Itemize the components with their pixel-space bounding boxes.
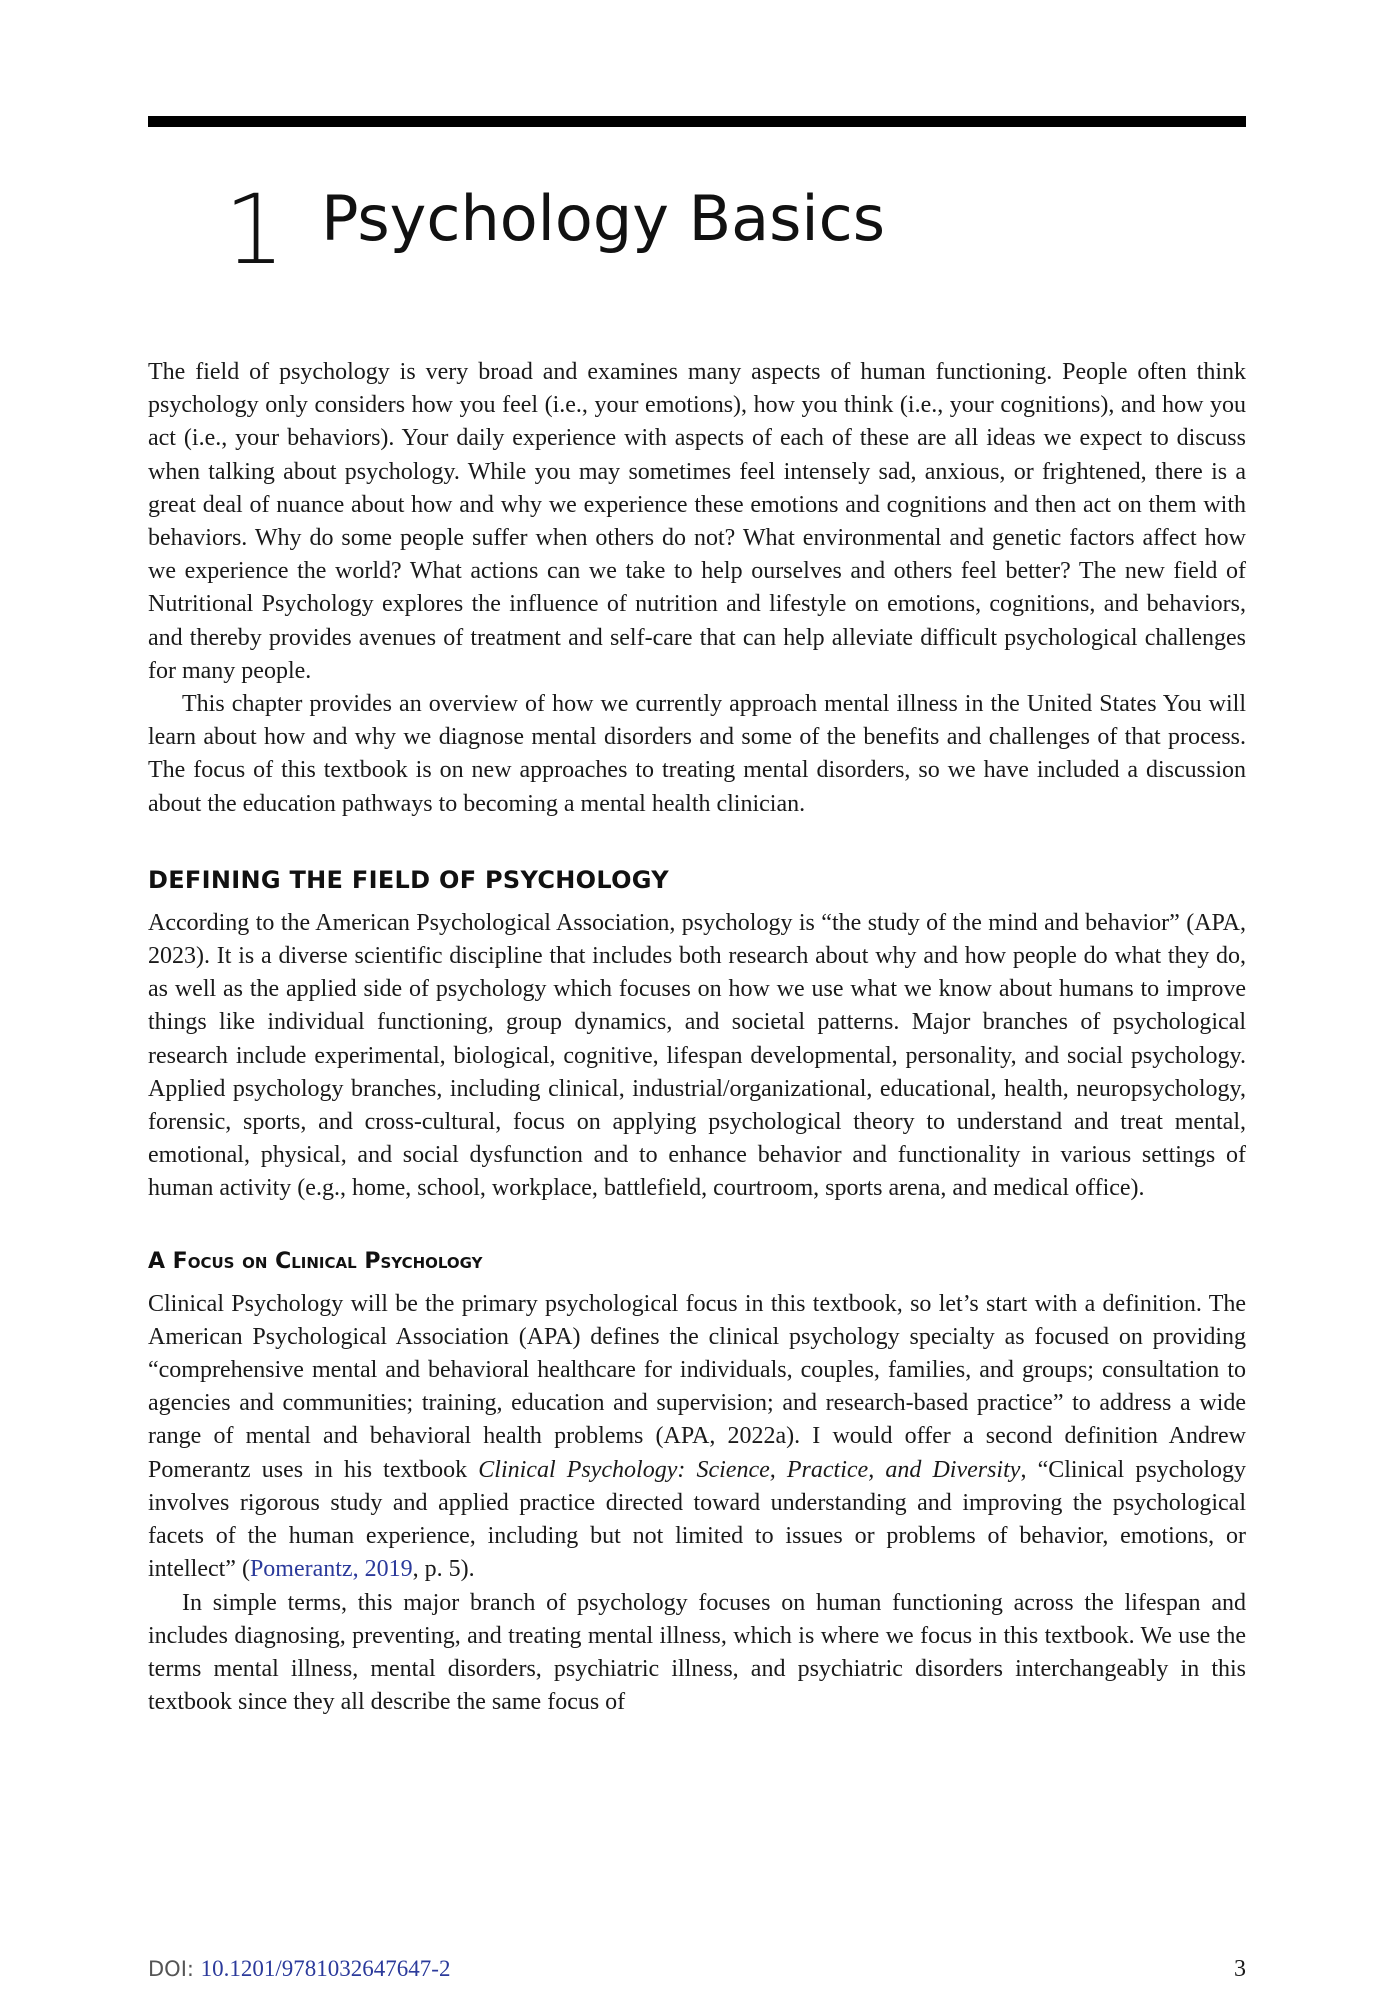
section2-paragraph-2: In simple terms, this major branch of psychology focuses on human functioning across the lifespan and includes diagnosing, preventing, and treating mental illness, which is where we focus in this textbook. We use the terms mental illness, mental disorders, psychiatric illness, and psychiatric disorders interchangeably in this textbook since they all describe the same focus of [148, 1589, 1246, 1716]
section-heading-defining-psychology: DEFINING THE FIELD OF PSYCHOLOGY [148, 865, 669, 894]
doi-link[interactable]: 10.1201/9781032647647-2 [200, 1956, 451, 1981]
section2-p1-text-c: , p. 5). [412, 1556, 475, 1583]
book-title: Clinical Psychology: Science, Practice, and Diversity [478, 1456, 1021, 1483]
citation-link-pomerantz[interactable]: Pomerantz, 2019 [249, 1556, 413, 1583]
intro-paragraph-1: The field of psychology is very broad and examines many aspects of human functioning. People often think psychology only considers how you feel (i.e., your emotions), how you think (i.e., your cognitions), and how you act (i.e., your behaviors). Your daily experience with aspects of each of these are all ideas we expect to discuss when talking about psychology. While you may sometimes feel intensely sad, anxious, or frightened, there is a great deal of nuance about how and why we experience these emotions and cognitions and then act on them with behaviors. Why do some people suffer when others do not? What environmental and genetic factors affect how we experience the world? What actions can we take to help ourselves and others feel better? The new field of Nutritional Psychology explores the influence of nutrition and lifestyle on emotions, cognitions, and behaviors, and thereby provides avenues of treatment and self-care that can help alleviate difficult psychological challenges for many people. [148, 359, 1246, 684]
intro-paragraph-2: This chapter provides an overview of how we currently approach mental illness in the United States You will learn about how and why we diagnose mental disorders and some of the benefits and challenges of that process. The focus of this textbook is on new approaches to treating mental disorders, so we have included a discussion about the education pathways to becoming a mental health clinician. [148, 691, 1246, 817]
chapter-heading [224, 168, 886, 286]
doi-label: DOI: [148, 1957, 201, 1981]
chapter-number: 1 [224, 174, 284, 286]
page-footer [148, 1956, 1246, 1982]
page-number: 3 [1234, 1956, 1246, 1982]
section1-paragraph-1: According to the American Psychological Association, psychology is “the study of the mind and behavior” (APA, 2023). It is a diverse scientific discipline that includes both research about why and how people do what they do, as well as the applied side of psychology which focuses on how we use what we know about humans to improve things like individual functioning, group dynamics, and societal patterns. Major branches of psychological research include experimental, biological, cognitive, lifespan developmental, personality, and social psychology. Applied psychology branches, including clinical, industrial/organizational, educational, health, neuropsychology, forensic, sports, and cross-cultural, focus on applying psychological theory to understand and treat mental, emotional, physical, and social dysfunction and to enhance behavior and functionality in various settings of human activity (e.g., home, school, workplace, battlefield, courtroom, sports arena, and medical office). [148, 909, 1246, 1202]
top-rule [148, 116, 1246, 127]
body-text [148, 356, 1246, 1719]
section2-p1-text-b: , “Clinical psychology involves rigorous study and applied practice directed toward understanding and improving the psychological facets of the human experience, including but not limited to issues or problems of behavior, emotions, or intellect” ( [148, 1456, 1246, 1583]
subsection-heading-clinical-psychology: A Focus on Clinical Psychology [148, 1248, 483, 1274]
section2-paragraph-1 [148, 1288, 1246, 1587]
chapter-title: Psychology Basics [321, 182, 886, 255]
section2-p1-text-a: Clinical Psychology will be the primary psychological focus in this textbook, so let’s start with a definition. The American Psychological Association (APA) defines the clinical psychology specialty as focused on providing “comprehensive mental and behavioral healthcare for individuals, couples, families, and groups; consultation to agencies and communities; training, education and supervision; and research-based practice” to address a wide range of mental and behavioral health problems (APA, 2022a). I would offer a second definition Andrew Pomerantz uses in his textbook [148, 1290, 1246, 1483]
doi [148, 1956, 450, 1982]
